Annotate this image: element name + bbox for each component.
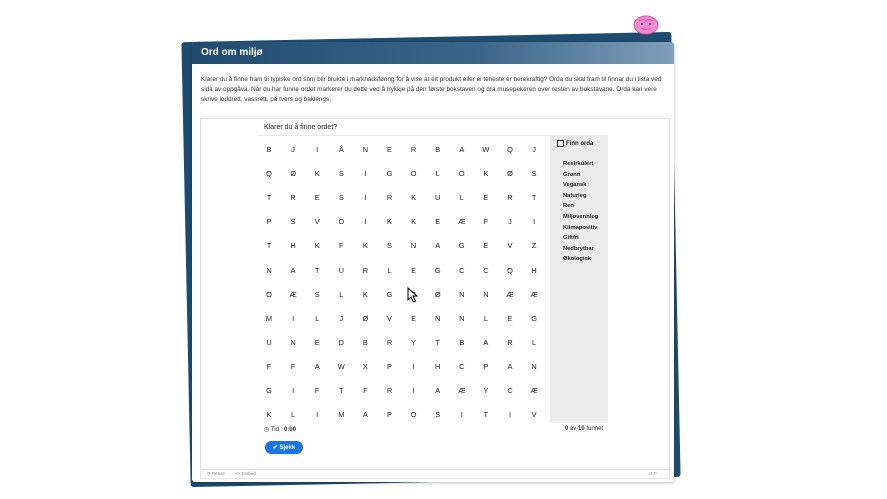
word-list-title-text: Finn orda xyxy=(566,141,594,148)
grid-letter[interactable]: D xyxy=(338,337,344,347)
grid-letter[interactable]: R xyxy=(386,337,393,347)
grid-letter[interactable]: E xyxy=(411,313,417,323)
grid-letter[interactable]: B xyxy=(362,337,368,347)
grid-letter[interactable]: Z xyxy=(531,241,537,251)
grid-letter[interactable]: I xyxy=(316,410,319,420)
grid-letter[interactable]: I xyxy=(292,313,295,323)
word-list-item: Nedbrytbar xyxy=(563,245,594,252)
grid-letter[interactable]: G xyxy=(458,241,465,251)
grid-letter[interactable]: U xyxy=(266,337,272,347)
grid-letter[interactable]: T xyxy=(531,193,537,203)
grid-letter[interactable]: N xyxy=(459,289,465,299)
grid-letter[interactable]: R xyxy=(362,265,369,275)
grid-letter[interactable]: M xyxy=(338,410,345,420)
grid-letter[interactable]: F xyxy=(314,386,320,395)
grid-letter[interactable]: A xyxy=(435,386,441,395)
grid-letter[interactable]: V xyxy=(531,410,537,420)
grid-letter[interactable]: Y xyxy=(411,337,417,347)
grid-letter[interactable]: K xyxy=(314,169,320,179)
grid-letter[interactable]: W xyxy=(337,361,345,371)
found-suffix: funnet xyxy=(586,426,604,432)
grid-letter[interactable]: V xyxy=(387,313,392,323)
grid-letter[interactable]: S xyxy=(290,217,296,227)
grid-letter[interactable]: L xyxy=(315,313,320,323)
grid-letter[interactable]: P xyxy=(387,410,392,420)
grid-letter[interactable]: G xyxy=(266,386,272,395)
grid-letter[interactable]: Q xyxy=(507,265,513,275)
grid-letter[interactable]: N xyxy=(435,313,441,323)
grid-letter[interactable]: Ø xyxy=(507,169,513,179)
word-list-title xyxy=(557,140,593,147)
book-icon xyxy=(557,140,564,147)
embed-button[interactable] xyxy=(235,471,256,476)
grid-letter[interactable]: N xyxy=(483,289,489,299)
grid-letter[interactable]: A xyxy=(362,410,368,420)
grid-letter[interactable]: T xyxy=(266,193,272,203)
grid-letter[interactable]: J xyxy=(532,145,536,154)
grid-letter[interactable]: E xyxy=(483,241,489,251)
card-title: Ord om miljø xyxy=(192,42,674,64)
grid-letter[interactable]: R xyxy=(386,193,393,203)
grid-letter[interactable]: N xyxy=(362,145,369,154)
h5p-logo: H·P xyxy=(649,471,657,476)
grid-letter[interactable]: H xyxy=(531,265,537,275)
reuse-button[interactable] xyxy=(207,471,225,477)
word-list-item: Klimapositiv xyxy=(563,224,598,231)
grid-letter[interactable]: R xyxy=(410,145,417,154)
grid-letter[interactable]: K xyxy=(387,217,392,227)
grid-letter[interactable]: V xyxy=(507,241,513,251)
grid-letter[interactable]: E xyxy=(483,193,489,203)
grid-letter[interactable]: G xyxy=(434,265,441,275)
grid-letter[interactable]: L xyxy=(435,169,440,179)
grid-letter[interactable]: S xyxy=(338,193,344,203)
found-counter xyxy=(565,426,603,432)
grid-letter[interactable]: A xyxy=(459,145,465,154)
grid-letter[interactable]: K xyxy=(362,241,368,251)
grid-letter[interactable]: T xyxy=(266,241,272,251)
check-button[interactable] xyxy=(265,441,303,454)
grid-letter[interactable]: L xyxy=(387,265,392,275)
grid-letter[interactable]: G xyxy=(386,289,393,299)
grid-letter[interactable]: T xyxy=(339,386,344,395)
grid-letter[interactable]: H xyxy=(290,241,296,251)
grid-letter[interactable]: G xyxy=(531,313,537,323)
brain-icon xyxy=(631,12,661,38)
grid-letter[interactable]: M xyxy=(265,313,273,323)
grid-letter[interactable]: A xyxy=(435,241,441,251)
find-the-words-game xyxy=(200,118,670,470)
grid-letter[interactable]: E xyxy=(387,145,392,154)
grid-letter[interactable]: K xyxy=(411,193,417,203)
grid-letter[interactable]: X xyxy=(362,361,368,371)
grid-letter[interactable]: V xyxy=(314,217,320,227)
grid-letter[interactable]: E xyxy=(314,337,320,347)
activity-card xyxy=(192,42,674,482)
grid-letter[interactable]: F xyxy=(266,361,272,371)
grid-letter[interactable]: U xyxy=(338,265,344,275)
embed-icon: <> xyxy=(235,471,241,476)
grid-letter[interactable]: Ø xyxy=(362,313,369,323)
grid-letter[interactable]: Q xyxy=(266,169,272,179)
grid-letter[interactable]: O xyxy=(458,169,465,179)
grid-letter[interactable]: U xyxy=(435,193,441,203)
grid-letter[interactable]: O xyxy=(338,217,345,227)
grid-letter[interactable]: S xyxy=(531,169,537,179)
intro-text: Klarer du å finne fram til typiske ord som blir brukte i marknadsføring for å vise at eit produkt eller ei teneste er berekraftig? Orda du skal fram til finnar du i lista ved sida av oppgåva. Når du har funne ordet markerer du dette ved å trykkje på den første bokstaven og dra musepekeren over resten av bokstavane. Orda kan vere skrive loddrett, vassrett, på tvers og baklengs. xyxy=(201,76,662,103)
grid-letter[interactable]: R xyxy=(507,193,513,203)
grid-letter[interactable]: E xyxy=(314,193,320,203)
grid-letter[interactable]: K xyxy=(314,241,320,251)
grid-letter[interactable]: W xyxy=(482,145,490,154)
grid-letter[interactable]: A xyxy=(483,337,489,347)
timer-value: 0:00 xyxy=(283,427,296,433)
grid-letter[interactable]: R xyxy=(386,386,393,395)
grid-letter[interactable]: R xyxy=(290,193,296,203)
found-sep: av xyxy=(570,426,577,432)
grid-letter[interactable]: N xyxy=(290,337,296,347)
grid-letter[interactable]: A xyxy=(507,361,513,371)
checkmark-icon: ✔ xyxy=(272,445,278,451)
grid-letter[interactable]: B xyxy=(459,337,465,347)
grid-letter[interactable]: Ø xyxy=(434,289,441,299)
grid-letter[interactable]: J xyxy=(508,217,512,227)
grid-letter[interactable]: I xyxy=(508,410,512,420)
grid-letter[interactable]: S xyxy=(435,410,441,420)
grid-letter[interactable]: N xyxy=(410,241,417,251)
grid-letter[interactable]: K xyxy=(483,169,489,179)
grid-letter[interactable]: C xyxy=(459,361,465,371)
found-count: 0 xyxy=(565,426,569,432)
grid-letter[interactable]: I xyxy=(292,386,295,395)
word-list-item: Resirkulert xyxy=(563,161,594,167)
grid-letter[interactable]: F xyxy=(363,386,368,395)
grid-letter[interactable]: E xyxy=(435,217,441,227)
grid-letter[interactable]: I xyxy=(412,361,415,371)
grid-letter[interactable]: Æ xyxy=(289,289,297,299)
mouse-cursor-icon xyxy=(407,287,418,303)
grid-letter[interactable]: K xyxy=(362,289,368,299)
grid-letter[interactable]: N xyxy=(459,313,465,323)
grid-letter[interactable]: A xyxy=(290,265,296,275)
grid-letter[interactable]: I xyxy=(460,410,463,420)
grid-letter[interactable]: I xyxy=(364,217,367,227)
grid-letter[interactable]: P xyxy=(387,361,392,371)
grid-letter[interactable]: J xyxy=(339,313,344,323)
grid-letter[interactable]: Y xyxy=(483,386,489,395)
reuse-label: Reuse xyxy=(212,471,226,476)
word-list xyxy=(563,159,598,265)
grid-letter[interactable]: Æ xyxy=(530,386,538,395)
grid-letter[interactable]: T xyxy=(314,265,320,275)
grid-letter[interactable]: C xyxy=(483,265,489,275)
grid-letter[interactable]: Æ xyxy=(530,289,538,299)
grid-letter[interactable]: I xyxy=(533,217,536,227)
grid-letter[interactable]: Q xyxy=(507,145,513,154)
timer xyxy=(264,426,296,433)
grid-letter[interactable]: T xyxy=(435,337,440,347)
grid-letter[interactable]: N xyxy=(266,265,272,275)
embed-label: Embed xyxy=(241,471,256,476)
grid-letter[interactable]: A xyxy=(314,361,320,371)
grid-letter[interactable]: I xyxy=(364,193,367,203)
grid-letter[interactable]: G xyxy=(386,169,393,179)
grid-letter[interactable]: E xyxy=(411,265,417,275)
grid-letter[interactable]: R xyxy=(507,337,513,347)
clock-icon: ◷ xyxy=(264,427,270,433)
word-list-panel xyxy=(550,135,608,423)
grid-letter[interactable]: I xyxy=(412,386,415,395)
grid-letter[interactable]: I xyxy=(316,145,319,154)
word-list-item: Giftfri xyxy=(563,235,579,242)
grid-letter[interactable]: T xyxy=(483,410,489,420)
grid-letter[interactable]: F xyxy=(339,241,344,251)
grid-letter[interactable]: N xyxy=(531,361,537,371)
grid-letter[interactable]: B xyxy=(435,145,441,154)
grid-letter[interactable]: S xyxy=(387,241,392,251)
grid-letter[interactable]: E xyxy=(507,313,513,323)
word-list-item: Økologisk xyxy=(563,256,592,263)
grid-letter[interactable]: P xyxy=(266,217,272,227)
check-label: Sjekk xyxy=(279,445,296,451)
h5p-footer xyxy=(200,468,670,479)
grid-letter[interactable]: O xyxy=(266,289,272,299)
grid-letter[interactable]: K xyxy=(411,217,417,227)
grid-letter[interactable]: B xyxy=(266,145,272,154)
grid-letter[interactable]: L xyxy=(532,337,537,347)
grid-letter[interactable]: L xyxy=(483,313,488,323)
grid-letter[interactable]: C xyxy=(459,265,465,275)
grid-letter[interactable]: C xyxy=(507,386,513,395)
grid-letter[interactable]: Å xyxy=(338,145,344,154)
word-list-item: Ren xyxy=(563,203,574,210)
timer-label: Tid : xyxy=(270,427,283,433)
grid-letter[interactable]: L xyxy=(459,193,464,203)
grid-letter[interactable]: K xyxy=(266,410,272,420)
word-list-item: Naturleg xyxy=(563,192,587,199)
grid-letter[interactable]: H xyxy=(435,361,441,371)
grid-letter[interactable]: O xyxy=(410,410,417,420)
grid-letter[interactable]: L xyxy=(339,289,344,299)
grid-letter[interactable]: L xyxy=(291,410,296,420)
grid-letter[interactable]: F xyxy=(483,217,489,227)
word-list-item: Miljøvennleg xyxy=(563,213,599,220)
grid-letter[interactable]: I xyxy=(364,169,367,179)
grid-letter[interactable]: S xyxy=(338,169,344,179)
grid-letter[interactable]: J xyxy=(291,145,295,154)
grid-letter[interactable]: Æ xyxy=(506,289,514,299)
question-text: Klarer du å finne ordet? xyxy=(264,124,338,131)
word-list-item: Vegansk xyxy=(563,182,587,189)
grid-letter[interactable]: Ø xyxy=(290,169,296,179)
grid-letter[interactable]: P xyxy=(483,361,489,371)
grid-letter[interactable]: S xyxy=(314,289,320,299)
grid-letter[interactable]: Æ xyxy=(458,386,466,395)
grid-letter[interactable]: F xyxy=(290,361,296,371)
grid-letter[interactable]: O xyxy=(410,169,417,179)
found-total: 10 xyxy=(578,426,585,432)
letter-grid[interactable] xyxy=(257,135,551,424)
word-list-item: Grønn xyxy=(563,171,581,178)
grid-letter[interactable]: Æ xyxy=(458,217,466,227)
reuse-icon: ⟳ xyxy=(207,471,211,476)
